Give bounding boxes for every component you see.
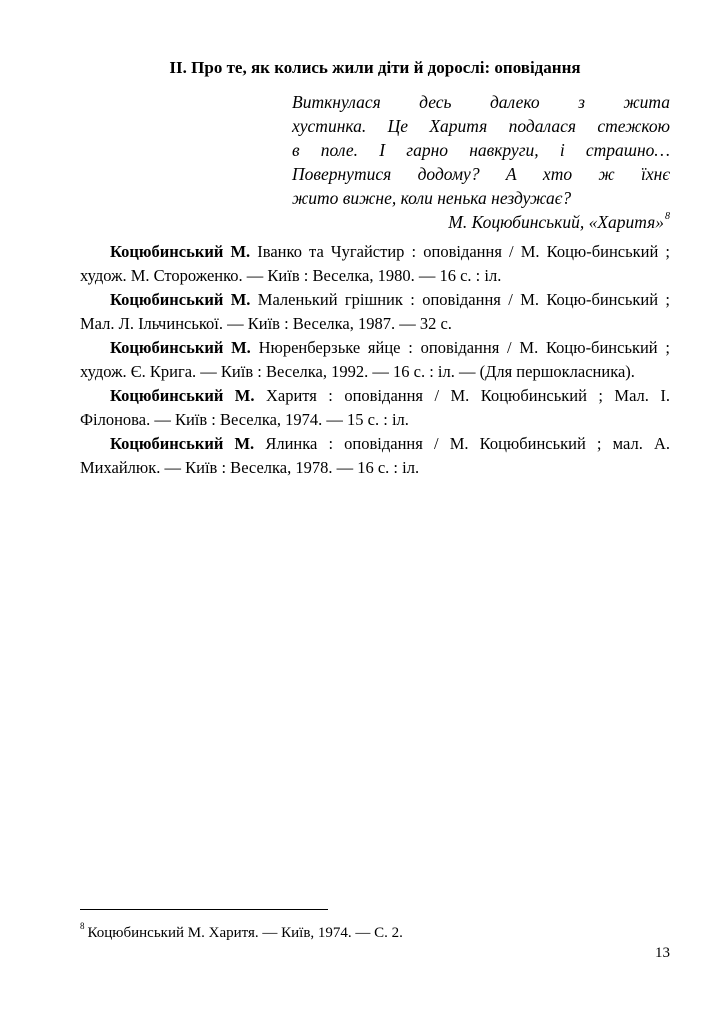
epigraph-attribution-text: М. Коцюбинський, «Харитя» [448, 212, 664, 232]
bibliography-entry [80, 288, 670, 336]
bibliography-entry [80, 432, 670, 480]
epigraph [292, 90, 670, 234]
footnote [80, 918, 670, 943]
entry-text: Ялинка : оповідання / М. Коцюбинський ; мал. А. Михайлюк. — Київ : Веселка, 1978. — 16 с. : іл. [80, 434, 670, 477]
epigraph-line: хустинка. Це Харитя подалася стежкою [292, 116, 670, 136]
bibliography-entry [80, 240, 670, 288]
entry-author: Коцюбинський М. [110, 290, 251, 309]
bibliography-entry [80, 336, 670, 384]
entry-text: Маленький грішник : оповідання / М. Коцю-бинський ; Мал. Л. Ільчинської. — Київ : Веселка, 1987. — 32 с. [80, 290, 670, 333]
footnote-text: Коцюбинський М. Харитя. — Київ, 1974. — С. 2. [87, 925, 403, 941]
footnote-reference: 8 [665, 211, 670, 223]
epigraph-line: Повернутися додому? А хто ж їхнє [292, 164, 670, 184]
entry-author: Коцюбинський М. [110, 434, 255, 453]
footnote-divider [80, 909, 328, 910]
entry-text: Харитя : оповідання / М. Коцюбинський ; Мал. І. Філонова. — Київ : Веселка, 1974. — 15 с. : іл. [80, 386, 670, 429]
entry-author: Коцюбинський М. [110, 386, 255, 405]
section-title: ІІ. Про те, як колись жили діти й дорослі: оповідання [169, 58, 581, 77]
entry-author: Коцюбинський М. [110, 242, 251, 261]
epigraph-line: жито вижне, коли ненька нездужає? [292, 188, 572, 208]
footnote-number: 8 [80, 921, 85, 931]
epigraph-line: Виткнулася десь далеко з жита [292, 92, 670, 112]
bibliography-entry [80, 384, 670, 432]
entry-author: Коцюбинський М. [110, 338, 251, 357]
epigraph-line: в поле. І гарно навкруги, і страшно… [292, 140, 670, 160]
epigraph-attribution [292, 210, 670, 234]
bibliography-list [80, 240, 670, 480]
page-number: 13 [655, 945, 670, 961]
entry-text: Нюренберзьке яйце : оповідання / М. Коцю-бинський ; худож. Є. Крига. — Київ : Веселка, 1992. — 16 с. : іл. — (Для першокласника). [80, 338, 670, 381]
entry-text: Іванко та Чугайстир : оповідання / М. Коцю-бинський ; худож. М. Стороженко. — Київ : Веселка, 1980. — 16 с. : іл. [80, 242, 671, 285]
